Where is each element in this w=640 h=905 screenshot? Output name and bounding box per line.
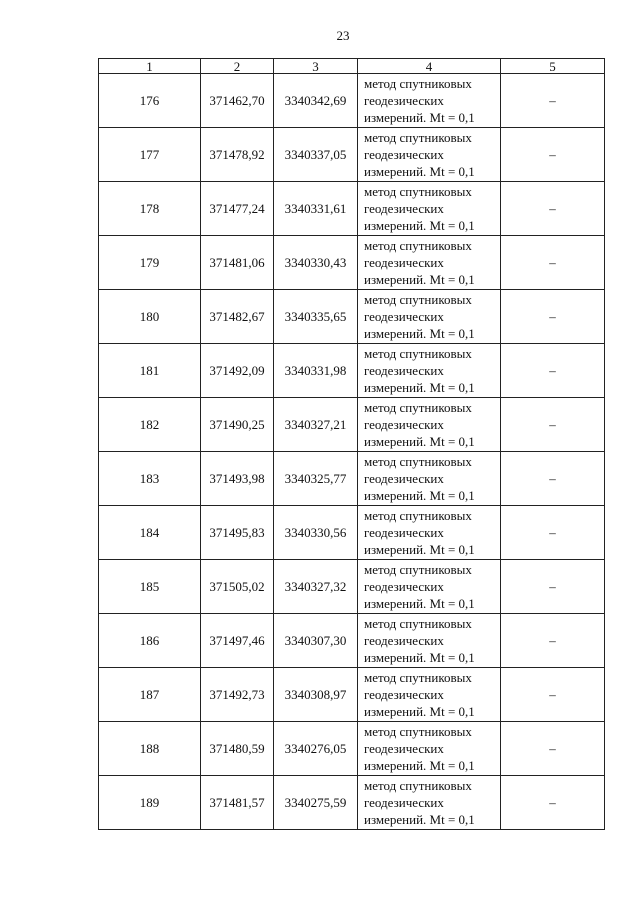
table-row — [99, 182, 605, 236]
method-line: геодезических — [364, 579, 444, 594]
method-line: измерений. Mt = 0,1 — [364, 812, 475, 827]
point-number: 183 — [99, 452, 201, 506]
coordinate-x: 371481,57 — [201, 776, 274, 830]
coordinate-y: 3340308,97 — [274, 668, 358, 722]
point-number: 188 — [99, 722, 201, 776]
coordinate-y: 3340330,56 — [274, 506, 358, 560]
table-row — [99, 128, 605, 182]
coordinate-x: 371462,70 — [201, 74, 274, 128]
method-description — [358, 668, 501, 722]
table-row — [99, 668, 605, 722]
table-row — [99, 776, 605, 830]
coordinate-x: 371492,73 — [201, 668, 274, 722]
method-line: измерений. Mt = 0,1 — [364, 596, 475, 611]
method-line: метод спутниковых — [364, 724, 472, 739]
column-header-3: 3 — [274, 59, 358, 74]
method-line: геодезических — [364, 633, 444, 648]
table-row — [99, 614, 605, 668]
coordinate-y: 3340325,77 — [274, 452, 358, 506]
method-description — [358, 722, 501, 776]
note-cell: – — [501, 236, 605, 290]
coordinate-y: 3340276,05 — [274, 722, 358, 776]
coordinate-y: 3340331,61 — [274, 182, 358, 236]
method-description — [358, 128, 501, 182]
method-line: метод спутниковых — [364, 616, 472, 631]
coordinate-x: 371490,25 — [201, 398, 274, 452]
column-header-4: 4 — [358, 59, 501, 74]
method-line: геодезических — [364, 795, 444, 810]
method-line: измерений. Mt = 0,1 — [364, 704, 475, 719]
table-row — [99, 398, 605, 452]
coordinate-x: 371495,83 — [201, 506, 274, 560]
method-line: измерений. Mt = 0,1 — [364, 650, 475, 665]
coordinate-x: 371481,06 — [201, 236, 274, 290]
table-row — [99, 290, 605, 344]
method-line: геодезических — [364, 93, 444, 108]
method-line: измерений. Mt = 0,1 — [364, 380, 475, 395]
coordinate-y: 3340335,65 — [274, 290, 358, 344]
method-line: метод спутниковых — [364, 670, 472, 685]
table-row — [99, 506, 605, 560]
coordinate-y: 3340327,21 — [274, 398, 358, 452]
method-line: метод спутниковых — [364, 454, 472, 469]
coordinate-x: 371480,59 — [201, 722, 274, 776]
note-cell: – — [501, 128, 605, 182]
column-header-5: 5 — [501, 59, 605, 74]
coordinates-table — [98, 58, 605, 830]
method-line: измерений. Mt = 0,1 — [364, 110, 475, 125]
method-description — [358, 182, 501, 236]
note-cell: – — [501, 560, 605, 614]
method-line: геодезических — [364, 741, 444, 756]
method-line: метод спутниковых — [364, 292, 472, 307]
point-number: 179 — [99, 236, 201, 290]
point-number: 186 — [99, 614, 201, 668]
note-cell: – — [501, 398, 605, 452]
method-line: измерений. Mt = 0,1 — [364, 218, 475, 233]
table-row — [99, 74, 605, 128]
point-number: 181 — [99, 344, 201, 398]
column-header-2: 2 — [201, 59, 274, 74]
coordinate-y: 3340331,98 — [274, 344, 358, 398]
note-cell: – — [501, 344, 605, 398]
method-description — [358, 398, 501, 452]
note-cell: – — [501, 452, 605, 506]
method-line: метод спутниковых — [364, 562, 472, 577]
point-number: 182 — [99, 398, 201, 452]
point-number: 185 — [99, 560, 201, 614]
note-cell: – — [501, 290, 605, 344]
method-line: измерений. Mt = 0,1 — [364, 542, 475, 557]
note-cell: – — [501, 722, 605, 776]
method-line: метод спутниковых — [364, 238, 472, 253]
coordinate-y: 3340342,69 — [274, 74, 358, 128]
method-line: геодезических — [364, 147, 444, 162]
coordinate-x: 371478,92 — [201, 128, 274, 182]
note-cell: – — [501, 614, 605, 668]
table-body — [99, 74, 605, 830]
method-line: метод спутниковых — [364, 130, 472, 145]
table-header — [99, 59, 605, 74]
note-cell: – — [501, 182, 605, 236]
method-line: измерений. Mt = 0,1 — [364, 488, 475, 503]
coordinate-x: 371492,09 — [201, 344, 274, 398]
method-line: измерений. Mt = 0,1 — [364, 758, 475, 773]
table-row — [99, 452, 605, 506]
coordinate-x: 371482,67 — [201, 290, 274, 344]
page-number: 23 — [336, 28, 350, 43]
point-number: 184 — [99, 506, 201, 560]
method-line: измерений. Mt = 0,1 — [364, 164, 475, 179]
method-line: геодезических — [364, 309, 444, 324]
method-line: метод спутниковых — [364, 778, 472, 793]
method-line: геодезических — [364, 525, 444, 540]
column-header-1: 1 — [99, 59, 201, 74]
note-cell: – — [501, 668, 605, 722]
method-description — [358, 614, 501, 668]
method-description — [358, 236, 501, 290]
point-number: 187 — [99, 668, 201, 722]
note-cell: – — [501, 506, 605, 560]
method-description — [358, 506, 501, 560]
coordinate-y: 3340330,43 — [274, 236, 358, 290]
point-number: 176 — [99, 74, 201, 128]
method-line: геодезических — [364, 471, 444, 486]
coordinate-x: 371493,98 — [201, 452, 274, 506]
table-row — [99, 236, 605, 290]
method-description — [358, 452, 501, 506]
method-line: метод спутниковых — [364, 76, 472, 91]
method-line: метод спутниковых — [364, 508, 472, 523]
method-line: метод спутниковых — [364, 400, 472, 415]
coordinate-y: 3340307,30 — [274, 614, 358, 668]
method-description — [358, 776, 501, 830]
coordinate-x: 371497,46 — [201, 614, 274, 668]
method-description — [358, 290, 501, 344]
table-row — [99, 344, 605, 398]
method-line: геодезических — [364, 417, 444, 432]
table-row — [99, 722, 605, 776]
method-line: метод спутниковых — [364, 346, 472, 361]
method-line: измерений. Mt = 0,1 — [364, 326, 475, 341]
point-number: 180 — [99, 290, 201, 344]
point-number: 178 — [99, 182, 201, 236]
coordinate-y: 3340275,59 — [274, 776, 358, 830]
method-line: геодезических — [364, 363, 444, 378]
method-line: измерений. Mt = 0,1 — [364, 434, 475, 449]
method-line: геодезических — [364, 687, 444, 702]
method-line: метод спутниковых — [364, 184, 472, 199]
method-line: измерений. Mt = 0,1 — [364, 272, 475, 287]
header-row — [99, 59, 605, 74]
coordinate-y: 3340337,05 — [274, 128, 358, 182]
coordinate-x: 371477,24 — [201, 182, 274, 236]
method-description — [358, 74, 501, 128]
note-cell: – — [501, 776, 605, 830]
coordinate-y: 3340327,32 — [274, 560, 358, 614]
method-description — [358, 560, 501, 614]
point-number: 177 — [99, 128, 201, 182]
method-line: геодезических — [364, 255, 444, 270]
method-line: геодезических — [364, 201, 444, 216]
note-cell: – — [501, 74, 605, 128]
method-description — [358, 344, 501, 398]
table-row — [99, 560, 605, 614]
coordinate-x: 371505,02 — [201, 560, 274, 614]
point-number: 189 — [99, 776, 201, 830]
